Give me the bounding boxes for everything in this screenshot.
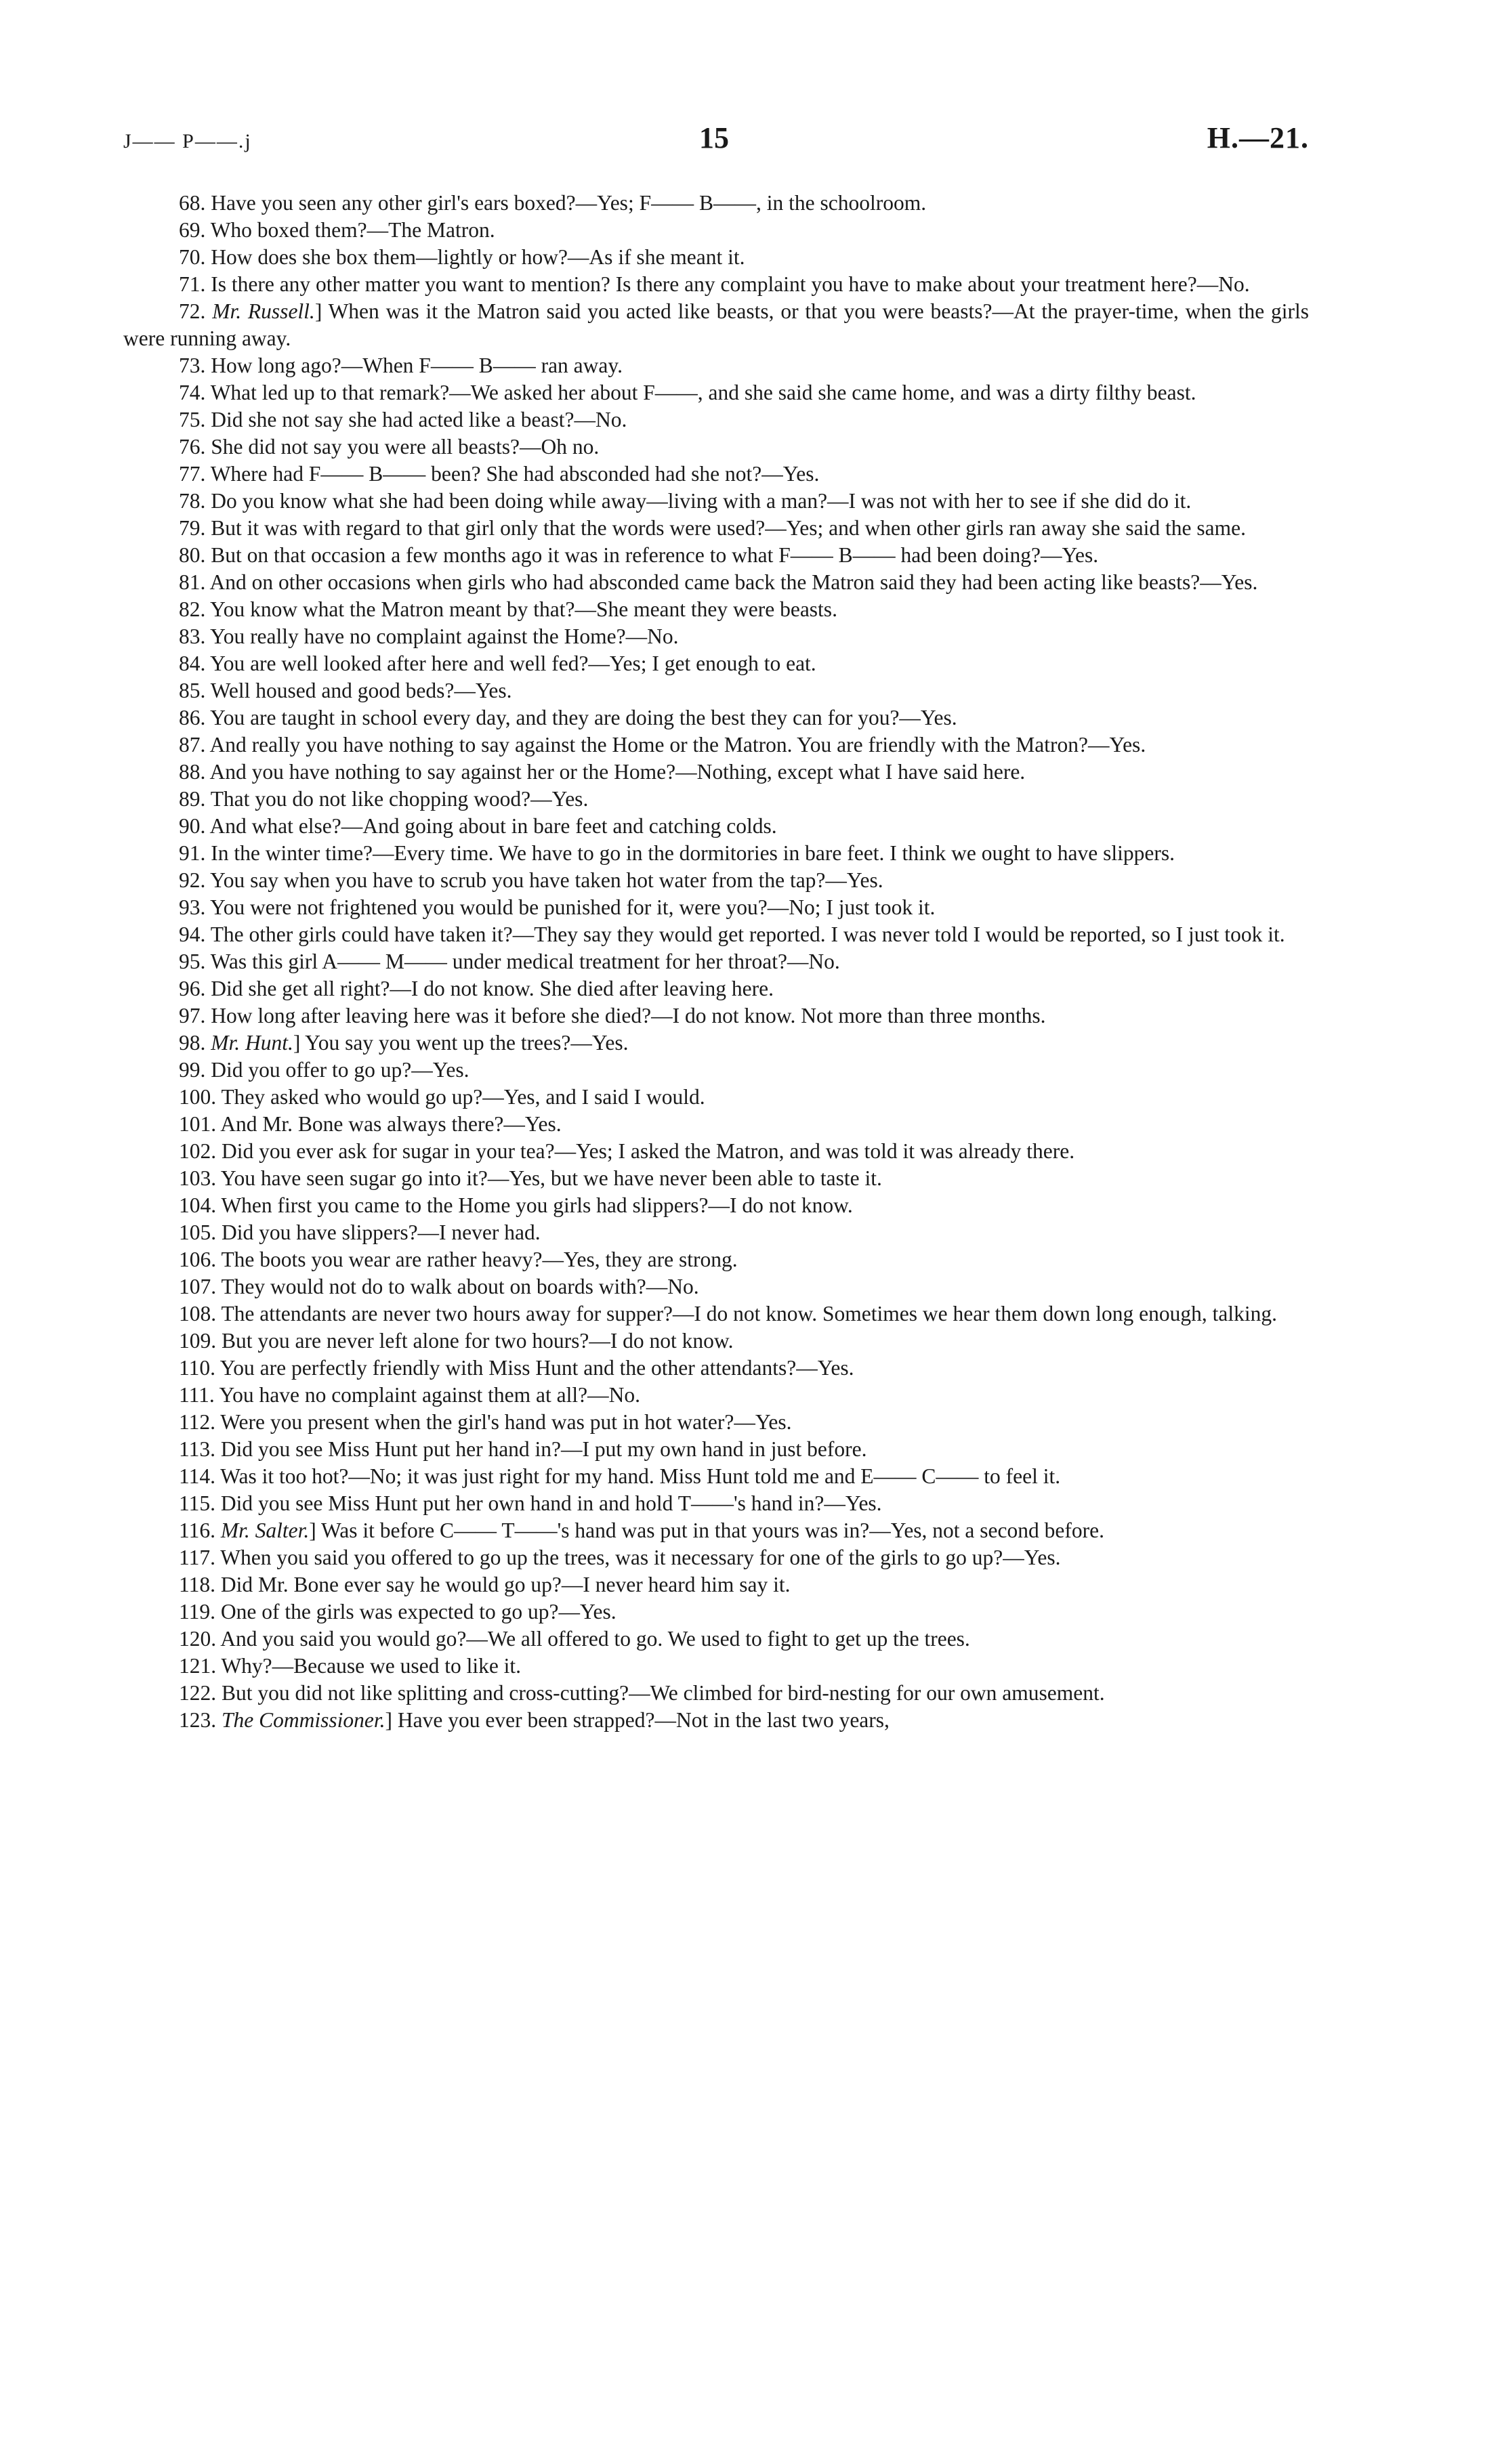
item-number: 68 . bbox=[179, 191, 211, 215]
item-number: 122 . bbox=[179, 1681, 222, 1705]
speaker-bracket bbox=[293, 1031, 305, 1055]
item-number: 71 . bbox=[179, 272, 211, 296]
testimony-item bbox=[123, 379, 1309, 406]
testimony-item bbox=[123, 1029, 1309, 1057]
item-number: 94 . bbox=[179, 922, 211, 946]
item-text: You are well looked after here and well fed?—Yes; I get enough to eat. bbox=[210, 652, 816, 675]
item-number: 120 . bbox=[179, 1627, 220, 1651]
page-header bbox=[123, 121, 1309, 161]
testimony-item bbox=[123, 1544, 1309, 1571]
testimony-item bbox=[123, 1598, 1309, 1626]
item-text: Did you ever ask for sugar in your tea?—Yes; I asked the Matron, and was told it was already there. bbox=[222, 1139, 1075, 1163]
item-number: 69 . bbox=[179, 218, 211, 242]
item-text: When first you came to the Home you girls had slippers?—I do not know. bbox=[221, 1193, 853, 1217]
item-number: 101 . bbox=[179, 1112, 220, 1136]
speaker-name: Mr. Salter. bbox=[220, 1518, 310, 1542]
item-number: 99 . bbox=[179, 1058, 211, 1082]
item-text: That you do not like chopping wood?—Yes. bbox=[210, 787, 589, 811]
item-text: But it was with regard to that girl only that the words were used?—Yes; and when other girls ran away she said the same. bbox=[211, 516, 1246, 540]
item-number: 100 . bbox=[179, 1085, 221, 1109]
testimony-item bbox=[123, 542, 1309, 569]
speaker-bracket bbox=[315, 299, 329, 323]
item-number: 97 . bbox=[179, 1004, 211, 1027]
testimony-item bbox=[123, 948, 1309, 975]
item-text: Have you ever been strapped?—Not in the last two years, bbox=[397, 1708, 890, 1732]
item-number: 81 . bbox=[179, 570, 210, 594]
item-text: You say you went up the trees?—Yes. bbox=[305, 1031, 629, 1055]
item-text: How long ago?—When F—— B—— ran away. bbox=[211, 354, 623, 377]
item-number: 113 . bbox=[179, 1437, 221, 1461]
item-text: What led up to that remark?—We asked her about F——, and she said she came home, and was a dirty filthy beast. bbox=[210, 381, 1196, 404]
testimony-item bbox=[123, 1463, 1309, 1490]
testimony-item bbox=[123, 1273, 1309, 1300]
item-text: Well housed and good beds?—Yes. bbox=[210, 679, 512, 702]
testimony-item bbox=[123, 1219, 1309, 1246]
testimony-item bbox=[123, 1680, 1309, 1707]
item-number: 78 . bbox=[179, 489, 211, 513]
item-number: 87 . bbox=[179, 733, 210, 757]
item-text: How does she box them—lightly or how?—As if she meant it. bbox=[211, 245, 745, 269]
item-text: They would not do to walk about on boards with?—No. bbox=[221, 1275, 699, 1298]
item-number: 103 . bbox=[179, 1166, 221, 1190]
item-text: Did you see Miss Hunt put her hand in?—I put my own hand in just before. bbox=[220, 1437, 867, 1461]
page-number: 15 bbox=[699, 121, 729, 154]
speaker-bracket bbox=[309, 1518, 321, 1542]
testimony-item bbox=[123, 190, 1309, 217]
item-number: 90 . bbox=[179, 814, 210, 838]
item-number: 77 . bbox=[179, 462, 211, 486]
item-text: You are perfectly friendly with Miss Hunt and the other attendants?—Yes. bbox=[220, 1356, 854, 1380]
item-number: 91 . bbox=[179, 841, 211, 865]
item-number: 118 . bbox=[179, 1573, 221, 1596]
item-number: 98 . bbox=[179, 1031, 211, 1055]
item-number: 73 . bbox=[179, 354, 211, 377]
testimony-item bbox=[123, 786, 1309, 813]
item-number: 82 . bbox=[179, 597, 210, 621]
testimony-item bbox=[123, 244, 1309, 271]
testimony-item bbox=[123, 1382, 1309, 1409]
testimony-item bbox=[123, 1002, 1309, 1029]
testimony-item bbox=[123, 271, 1309, 298]
testimony-item bbox=[123, 298, 1309, 352]
item-number: 108 . bbox=[179, 1302, 221, 1325]
item-number: 86 . bbox=[179, 706, 210, 729]
item-text: Did she not say she had acted like a beast?—No. bbox=[211, 408, 627, 431]
testimony-item bbox=[123, 1490, 1309, 1517]
testimony-item bbox=[123, 1517, 1309, 1544]
item-number: 93 . bbox=[179, 895, 210, 919]
item-number: 105 . bbox=[179, 1220, 222, 1244]
item-text: Was it too hot?—No; it was just right for my hand. Miss Hunt told me and E—— C—— to feel it. bbox=[220, 1464, 1061, 1488]
item-text: Who boxed them?—The Matron. bbox=[210, 218, 495, 242]
testimony-item bbox=[123, 677, 1309, 704]
testimony-item bbox=[123, 515, 1309, 542]
testimony-item bbox=[123, 488, 1309, 515]
item-text: And really you have nothing to say against the Home or the Matron. You are friendly with the Matron?—Yes. bbox=[209, 733, 1146, 757]
testimony-item bbox=[123, 1571, 1309, 1598]
testimony-item bbox=[123, 1165, 1309, 1192]
testimony-item bbox=[123, 1111, 1309, 1138]
item-number: 74 . bbox=[179, 381, 211, 404]
item-number: 95 . bbox=[179, 950, 211, 973]
testimony-body bbox=[123, 190, 1309, 1734]
item-text: And what else?—And going about in bare feet and catching colds. bbox=[209, 814, 777, 838]
item-text: But on that occasion a few months ago it was in reference to what F—— B—— had been doing?—Yes. bbox=[211, 543, 1099, 567]
item-text: Do you know what she had been doing while away—living with a man?—I was not with her to see if she did do it. bbox=[211, 489, 1192, 513]
item-text: Is there any other matter you want to mention? Is there any complaint you have to make about your treatment here?—No. bbox=[211, 272, 1250, 296]
item-number: 84 . bbox=[179, 652, 210, 675]
speaker-name: The Commissioner. bbox=[222, 1708, 385, 1732]
item-text: Did you see Miss Hunt put her own hand in and hold T——'s hand in?—Yes. bbox=[220, 1491, 882, 1515]
item-number: 119 . bbox=[179, 1600, 221, 1623]
item-text: In the winter time?—Every time. We have to go in the dormitories in bare feet. I think we ought to have slippers. bbox=[211, 841, 1175, 865]
item-text: You are taught in school every day, and they are doing the best they can for you?—Yes. bbox=[210, 706, 957, 729]
testimony-item bbox=[123, 569, 1309, 596]
item-text: You say when you have to scrub you have taken hot water from the tap?—Yes. bbox=[210, 868, 883, 892]
testimony-item bbox=[123, 406, 1309, 433]
item-text: But you are never left alone for two hours?—I do not know. bbox=[222, 1329, 734, 1353]
item-text: Have you seen any other girl's ears boxed?—Yes; F—— B——, in the schoolroom. bbox=[211, 191, 927, 215]
testimony-item bbox=[123, 1653, 1309, 1680]
testimony-item bbox=[123, 759, 1309, 786]
item-number: 85 . bbox=[179, 679, 211, 702]
item-text: Did you offer to go up?—Yes. bbox=[211, 1058, 469, 1082]
item-number: 72 . bbox=[179, 299, 212, 323]
item-number: 96 . bbox=[179, 977, 211, 1000]
item-number: 70 . bbox=[179, 245, 211, 269]
item-number: 83 . bbox=[179, 624, 210, 648]
item-text: And on other occasions when girls who had absconded came back the Matron said they had been acting like beasts?—Yes. bbox=[209, 570, 1258, 594]
item-number: 76 . bbox=[179, 435, 211, 459]
item-text: You really have no complaint against the Home?—No. bbox=[210, 624, 679, 648]
item-text: Did you have slippers?—I never had. bbox=[222, 1220, 541, 1244]
item-text: They asked who would go up?—Yes, and I said I would. bbox=[221, 1085, 705, 1109]
testimony-item bbox=[123, 217, 1309, 244]
testimony-item bbox=[123, 1084, 1309, 1111]
item-number: 110 . bbox=[179, 1356, 220, 1380]
testimony-item bbox=[123, 894, 1309, 921]
item-text: Were you present when the girl's hand was put in hot water?—Yes. bbox=[220, 1410, 792, 1434]
item-text: And you said you would go?—We all offered to go. We used to fight to get up the trees. bbox=[220, 1627, 970, 1651]
item-number: 114 . bbox=[179, 1464, 220, 1488]
item-number: 92 . bbox=[179, 868, 210, 892]
item-text: The other girls could have taken it?—They say they would get reported. I was never told I would be reported, so I just took it. bbox=[210, 922, 1285, 946]
item-text: The boots you wear are rather heavy?—Yes, they are strong. bbox=[221, 1248, 738, 1271]
item-text: Did Mr. Bone ever say he would go up?—I never heard him say it. bbox=[220, 1573, 791, 1596]
speaker-name: Mr. Russell. bbox=[212, 299, 315, 323]
testimony-item bbox=[123, 1300, 1309, 1327]
item-number: 111 . bbox=[179, 1383, 220, 1407]
testimony-item bbox=[123, 433, 1309, 461]
item-text: Did she get all right?—I do not know. She died after leaving here. bbox=[211, 977, 774, 1000]
testimony-item bbox=[123, 840, 1309, 867]
testimony-item bbox=[123, 1355, 1309, 1382]
item-text: How long after leaving here was it before she died?—I do not know. Not more than three months. bbox=[211, 1004, 1046, 1027]
testimony-item bbox=[123, 975, 1309, 1002]
testimony-item bbox=[123, 1192, 1309, 1219]
item-number: 112 . bbox=[179, 1410, 220, 1434]
item-number: 104 . bbox=[179, 1193, 221, 1217]
item-text: When you said you offered to go up the trees, was it necessary for one of the girls to go up?—Yes. bbox=[220, 1546, 1061, 1569]
testimony-item bbox=[123, 596, 1309, 623]
item-number: 75 . bbox=[179, 408, 211, 431]
testimony-item bbox=[123, 623, 1309, 650]
testimony-item bbox=[123, 650, 1309, 677]
item-text: She did not say you were all beasts?—Oh no. bbox=[211, 435, 600, 459]
testimony-item bbox=[123, 352, 1309, 379]
item-number: 117 . bbox=[179, 1546, 220, 1569]
testimony-item bbox=[123, 1138, 1309, 1165]
testimony-item bbox=[123, 1246, 1309, 1273]
item-number: 106 . bbox=[179, 1248, 221, 1271]
item-text: Where had F—— B—— been? She had absconded had she not?—Yes. bbox=[210, 462, 820, 486]
item-number: 107 . bbox=[179, 1275, 221, 1298]
testimony-item bbox=[123, 1707, 1309, 1734]
item-text: When was it the Matron said you acted like beasts, or that you were beasts?—At the prayer-time, when the girls were running away. bbox=[123, 299, 1310, 350]
testimony-item bbox=[123, 813, 1309, 840]
item-text: You have seen sugar go into it?—Yes, but we have never been able to taste it. bbox=[220, 1166, 882, 1190]
testimony-item bbox=[123, 1626, 1309, 1653]
item-text: Was it before C—— T——'s hand was put in that yours was in?—Yes, not a second before. bbox=[321, 1518, 1104, 1542]
item-number: 88 . bbox=[179, 760, 210, 784]
item-text: The attendants are never two hours away for supper?—I do not know. Sometimes we hear them down long enough, talking. bbox=[221, 1302, 1277, 1325]
testimony-item bbox=[123, 1436, 1309, 1463]
item-number: 79 . bbox=[179, 516, 211, 540]
testimony-item bbox=[123, 1327, 1309, 1355]
item-text: Was this girl A—— M—— under medical treatment for her throat?—No. bbox=[210, 950, 840, 973]
item-number: 89 . bbox=[179, 787, 211, 811]
item-number: 116 . bbox=[179, 1518, 221, 1542]
item-number: 109 . bbox=[179, 1329, 222, 1353]
testimony-item bbox=[123, 1409, 1309, 1436]
item-text: And Mr. Bone was always there?—Yes. bbox=[220, 1112, 562, 1136]
item-text: You have no complaint against them at all?—No. bbox=[219, 1383, 640, 1407]
item-number: 121 . bbox=[179, 1654, 221, 1678]
document-reference: H.—21. bbox=[1207, 121, 1309, 154]
testimony-item bbox=[123, 1057, 1309, 1084]
item-number: 80 . bbox=[179, 543, 211, 567]
testimony-item bbox=[123, 704, 1309, 731]
speaker-name: Mr. Hunt. bbox=[211, 1031, 293, 1055]
item-text: Why?—Because we used to like it. bbox=[221, 1654, 522, 1678]
item-number: 123 . bbox=[179, 1708, 222, 1732]
testimony-item bbox=[123, 921, 1309, 948]
item-number: 115 . bbox=[179, 1491, 221, 1515]
testimony-item bbox=[123, 731, 1309, 759]
item-text: You were not frightened you would be punished for it, were you?—No; I just took it. bbox=[210, 895, 936, 919]
item-text: You know what the Matron meant by that?—She meant they were beasts. bbox=[210, 597, 837, 621]
header-witness-initials: J—— P——.j bbox=[123, 130, 252, 152]
item-text: And you have nothing to say against her or the Home?—Nothing, except what I have said here. bbox=[209, 760, 1026, 784]
speaker-bracket bbox=[385, 1708, 398, 1732]
item-text: But you did not like splitting and cross-cutting?—We climbed for bird-nesting for our own amusement. bbox=[222, 1681, 1105, 1705]
item-text: One of the girls was expected to go up?—Yes. bbox=[220, 1600, 617, 1623]
item-number: 102 . bbox=[179, 1139, 222, 1163]
testimony-item bbox=[123, 867, 1309, 894]
testimony-item bbox=[123, 461, 1309, 488]
